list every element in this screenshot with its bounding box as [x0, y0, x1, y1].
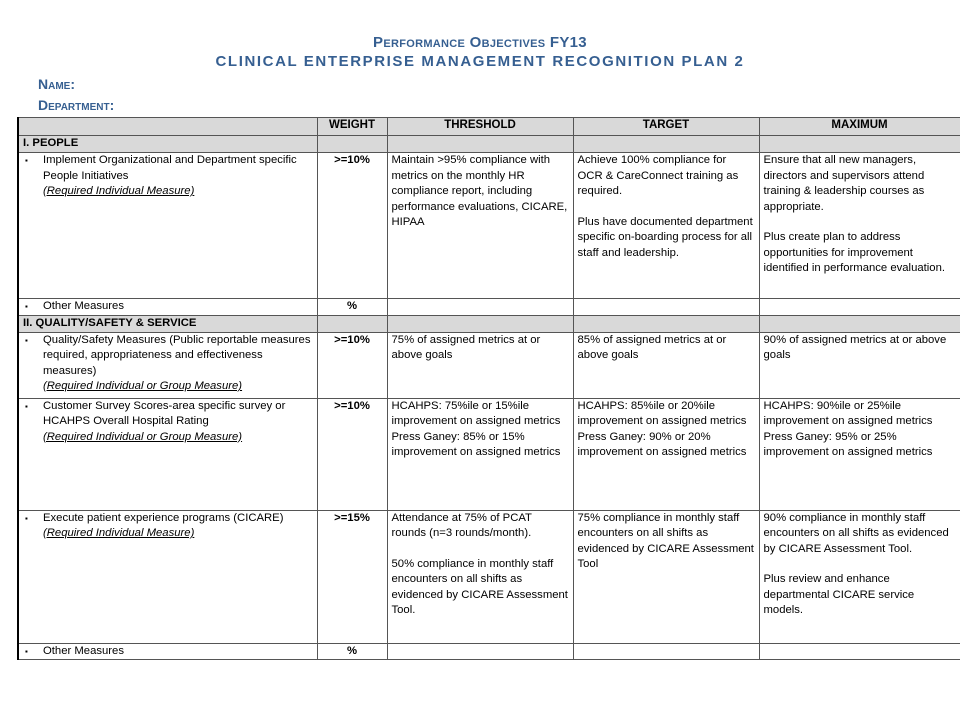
threshold-cell	[387, 398, 573, 510]
maximum-text: Ensure that all new managers, directors and supervisors attend training & leadership courses as appropriate.	[763, 154, 925, 213]
column-header-weight: WEIGHT	[317, 118, 387, 136]
threshold-cell: 75% of assigned metrics at or above goals	[387, 332, 573, 398]
maximum-cell	[759, 153, 960, 299]
table-row-other-measures	[18, 299, 960, 316]
target-cell	[573, 153, 759, 299]
maximum-text: Plus create plan to address opportunities for improvement identified in performance evaluation.	[763, 231, 945, 274]
measure-cell	[18, 643, 317, 660]
section-title: I. PEOPLE	[18, 136, 317, 153]
threshold-text: 50% compliance in monthly staff encounters on all shifts as evidenced by CICARE Assessment Tool.	[391, 557, 568, 616]
maximum-cell	[759, 398, 960, 510]
column-header-target: TARGET	[573, 118, 759, 136]
maximum-text: 90% compliance in monthly staff encounters on all shifts as evidenced by CICARE Assessment Tool.	[763, 511, 949, 555]
column-header-maximum: MAXIMUM	[759, 118, 960, 136]
weight-cell: >=10%	[317, 332, 387, 398]
target-text: HCAHPS: 85%ile or 20%ile improvement on assigned metrics	[577, 399, 747, 427]
objectives-table	[17, 117, 960, 660]
bullet-icon: ▪	[25, 302, 28, 311]
weight-cell: >=10%	[317, 153, 387, 299]
target-text: Press Ganey: 90% or 20% improvement on assigned metrics	[577, 430, 747, 458]
measure-cell	[18, 153, 317, 299]
document-title: Performance Objectives FY13	[373, 34, 587, 51]
maximum-text: Plus review and enhance departmental CICARE service models.	[763, 573, 915, 616]
bullet-icon: ▪	[25, 513, 28, 523]
maximum-text: HCAHPS: 90%ile or 25%ile improvement on assigned metrics	[763, 399, 933, 427]
weight-cell: >=10%	[317, 398, 387, 510]
bullet-icon: ▪	[25, 646, 28, 656]
target-text: Plus have documented department specific on-boarding process for all staff and leadership.	[577, 215, 753, 259]
section-header-people	[18, 136, 960, 153]
weight-cell: %	[317, 299, 387, 316]
requirement-note: (Required Individual or Group Measure)	[43, 380, 243, 392]
measure-text: Customer Survey Scores-area specific survey or HCAHPS Overall Hospital Rating	[43, 399, 286, 427]
target-cell	[573, 398, 759, 510]
table-header-row	[18, 118, 960, 136]
target-cell: 75% compliance in monthly staff encounters on all shifts as evidenced by CICARE Assessment Tool	[573, 510, 759, 643]
measure-text: Other Measures	[43, 644, 124, 657]
weight-cell: %	[317, 643, 387, 660]
bullet-icon: ▪	[25, 156, 28, 165]
measure-cell	[18, 510, 317, 643]
measure-text: Quality/Safety Measures (Public reportable measures required, appropriateness and effectiveness measures)	[43, 333, 311, 377]
bullet-icon: ▪	[25, 335, 28, 345]
maximum-cell: 90% of assigned metrics at or above goals	[759, 332, 960, 398]
table-row-other-measures	[18, 643, 960, 660]
maximum-cell	[759, 510, 960, 643]
requirement-note: (Required Individual or Group Measure)	[43, 430, 243, 443]
target-text: Achieve 100% compliance for OCR & CareConnect training as required.	[577, 154, 739, 197]
target-cell: 85% of assigned metrics at or above goals	[573, 332, 759, 398]
measure-cell	[18, 332, 317, 398]
section-header-quality-safety-service	[18, 315, 960, 332]
measure-cell	[18, 299, 317, 316]
table-row	[18, 153, 960, 299]
name-label: Name:	[38, 76, 75, 92]
threshold-cell: Maintain >95% compliance with metrics on the monthly HR compliance report, including performance evaluations, CICARE, HIPAA	[387, 153, 573, 299]
bullet-icon: ▪	[25, 401, 28, 411]
table-row	[18, 398, 960, 510]
threshold-text: Press Ganey: 85% or 15% improvement on assigned metrics	[391, 430, 561, 458]
threshold-text: Attendance at 75% of PCAT rounds (n=3 rounds/month).	[391, 511, 532, 539]
table-row	[18, 332, 960, 398]
measure-cell	[18, 398, 317, 510]
column-header-measure	[18, 118, 317, 136]
threshold-cell	[387, 510, 573, 643]
requirement-note: (Required Individual Measure)	[43, 185, 195, 197]
column-header-threshold: THRESHOLD	[387, 118, 573, 136]
department-label: Department:	[38, 97, 115, 113]
measure-text: Other Measures	[43, 300, 124, 312]
maximum-text: Press Ganey: 95% or 25% improvement on assigned metrics	[763, 430, 933, 458]
document-subtitle: CLINICAL ENTERPRISE MANAGEMENT RECOGNITION PLAN 2	[215, 53, 745, 70]
requirement-note: (Required Individual Measure)	[43, 527, 195, 539]
measure-text: Execute patient experience programs (CICARE)	[43, 511, 284, 524]
table-row	[18, 510, 960, 643]
threshold-text: HCAHPS: 75%ile or 15%ile improvement on assigned metrics	[391, 399, 561, 427]
measure-text: Implement Organizational and Department specific People Initiatives	[43, 154, 297, 182]
section-title: II. QUALITY/SAFETY & SERVICE	[18, 315, 317, 332]
weight-cell: >=15%	[317, 510, 387, 643]
